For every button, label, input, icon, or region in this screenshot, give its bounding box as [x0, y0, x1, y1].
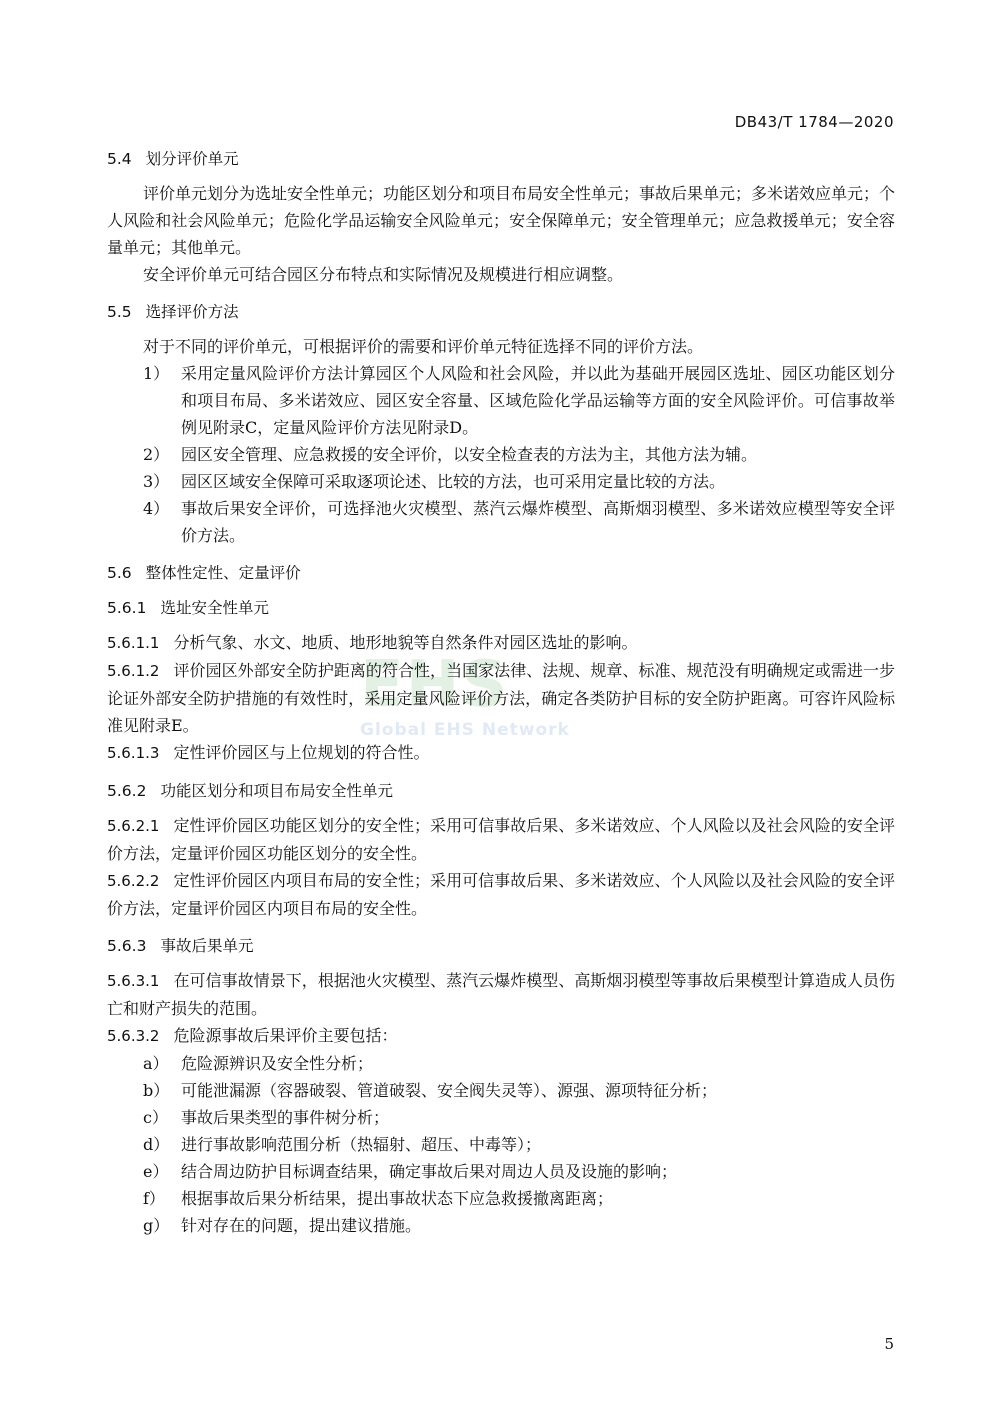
clause-text: 定性评价园区内项目布局的安全性；采用可信事故后果、多米诺效应、个人风险以及社会风险的安全评价方法，定量评价园区内项目布局的安全性。: [107, 871, 895, 918]
section-5-5-heading: [107, 301, 895, 323]
list-item: [107, 1077, 895, 1104]
list-text: 事故后果类型的事件树分析；: [181, 1108, 390, 1127]
clause-text: 分析气象、水文、地质、地形地貌等自然条件对园区选址的影响。: [173, 633, 638, 652]
list-marker: 2）: [143, 445, 170, 464]
clause-number: 5.6.1.3: [107, 744, 160, 762]
list-item: [107, 360, 895, 441]
clause: [107, 812, 895, 867]
clause: [107, 867, 895, 922]
clause: [107, 629, 895, 657]
list-item: [107, 1104, 895, 1131]
section-5-6-3-heading: [107, 935, 895, 957]
list-marker: 4）: [143, 499, 170, 518]
section-title: 功能区划分和项目布局安全性单元: [160, 782, 393, 800]
watermark-subtitle: Global EHS Network: [360, 720, 570, 740]
clause-number: 5.6.2.2: [107, 872, 160, 890]
list-text: 园区区域安全保障可采取逐项论述、比较的方法，也可采用定量比较的方法。: [181, 472, 726, 491]
list-marker: c）: [143, 1108, 168, 1127]
paragraph: 安全评价单元可结合园区分布特点和实际情况及规模进行相应调整。: [143, 265, 624, 284]
list-text: 可能泄漏源（容器破裂、管道破裂、安全阀失灵等）、源强、源项特征分析；: [181, 1081, 718, 1100]
section-title: 事故后果单元: [160, 937, 254, 955]
section-number: 5.5: [107, 303, 132, 321]
section-title: 选择评价方法: [145, 303, 239, 321]
list-marker: b）: [143, 1081, 170, 1100]
list-marker: 3）: [143, 472, 170, 491]
document-body: [107, 148, 895, 1239]
list-item: [107, 1158, 895, 1185]
clause-number: 5.6.1.2: [107, 662, 160, 680]
section-5-6-heading: [107, 562, 895, 584]
clause: [107, 967, 895, 1022]
section-title: 划分评价单元: [145, 150, 239, 168]
clause-text: 危险源事故后果评价主要包括：: [173, 1026, 398, 1045]
clause-number: 5.6.2.1: [107, 817, 160, 835]
list-item: [107, 441, 895, 468]
list-text: 危险源辨识及安全性分析；: [181, 1054, 374, 1073]
clause-text: 定性评价园区功能区划分的安全性；采用可信事故后果、多米诺效应、个人风险以及社会风险的安全评价方法，定量评价园区功能区划分的安全性。: [107, 816, 895, 863]
list-marker: 1）: [143, 364, 170, 383]
clause-number: 5.6.1.1: [107, 634, 160, 652]
clause-text: 评价园区外部安全防护距离的符合性，当国家法律、法规、规章、标准、规范没有明确规定或需进一步论证外部安全防护措施的有效性时，采用定量风险评价方法，确定各类防护目标的安全防护距离。可容许风险标准见附录E。: [107, 661, 895, 735]
section-number: 5.6.3: [107, 937, 147, 955]
list-marker: a）: [143, 1054, 169, 1073]
clause: [107, 1022, 895, 1050]
list-item: [107, 468, 895, 495]
section-5-6-1-heading: [107, 597, 895, 619]
list-item: [107, 1050, 895, 1077]
list-marker: e）: [143, 1162, 169, 1181]
list-text: 采用定量风险评价方法计算园区个人风险和社会风险，并以此为基础开展园区选址、园区功能区划分和项目布局、多米诺效应、园区安全容量、区域危险化学品运输等方面的安全风险评价。可信事故举例见附录C，定量风险评价方法见附录D。: [181, 364, 895, 437]
section-number: 5.4: [107, 150, 132, 168]
paragraph: 评价单元划分为选址安全性单元；功能区划分和项目布局安全性单元；事故后果单元；多米诺效应单元；个人风险和社会风险单元；危险化学品运输安全风险单元；安全保障单元；安全管理单元；应急救援单元；安全容量单元；其他单元。: [107, 184, 896, 257]
list-marker: g）: [143, 1216, 170, 1235]
list-item: [107, 1212, 895, 1239]
section-title: 选址安全性单元: [160, 599, 269, 617]
list-text: 进行事故影响范围分析（热辐射、超压、中毒等）；: [181, 1135, 542, 1154]
list-item: [107, 1185, 895, 1212]
list-text: 结合周边防护目标调查结果，确定事故后果对周边人员及设施的影响；: [181, 1162, 678, 1181]
section-5-4-heading: [107, 148, 895, 170]
clause: [107, 657, 895, 739]
clause-text: 在可信事故情景下，根据池火灾模型、蒸汽云爆炸模型、高斯烟羽模型等事故后果模型计算造成人员伤亡和财产损失的范围。: [107, 971, 895, 1018]
page-number: 5: [884, 1335, 894, 1353]
list-text: 园区安全管理、应急救援的安全评价，以安全检查表的方法为主，其他方法为辅。: [181, 445, 758, 464]
list-marker: d）: [143, 1135, 170, 1154]
section-number: 5.6.2: [107, 782, 147, 800]
clause-text: 定性评价园区与上位规划的符合性。: [173, 743, 430, 762]
list-text: 根据事故后果分析结果，提出事故状态下应急救援撤离距离；: [181, 1189, 614, 1208]
list-marker: f）: [143, 1189, 165, 1208]
list-item: [107, 495, 895, 549]
document-code: DB43/T 1784—2020: [734, 113, 894, 131]
clause-number: 5.6.3.2: [107, 1027, 160, 1045]
paragraph: 对于不同的评价单元，可根据评价的需要和评价单元特征选择不同的评价方法。: [143, 337, 704, 356]
watermark-logo-text: EHS: [360, 648, 510, 722]
clause: [107, 739, 895, 767]
list-item: [107, 1131, 895, 1158]
clause-number: 5.6.3.1: [107, 972, 160, 990]
section-title: 整体性定性、定量评价: [145, 564, 301, 582]
section-number: 5.6.1: [107, 599, 147, 617]
section-number: 5.6: [107, 564, 132, 582]
list-text: 事故后果安全评价，可选择池火灾模型、蒸汽云爆炸模型、高斯烟羽模型、多米诺效应模型等安全评价方法。: [181, 499, 895, 545]
section-5-6-2-heading: [107, 780, 895, 802]
list-text: 针对存在的问题，提出建议措施。: [181, 1216, 422, 1235]
